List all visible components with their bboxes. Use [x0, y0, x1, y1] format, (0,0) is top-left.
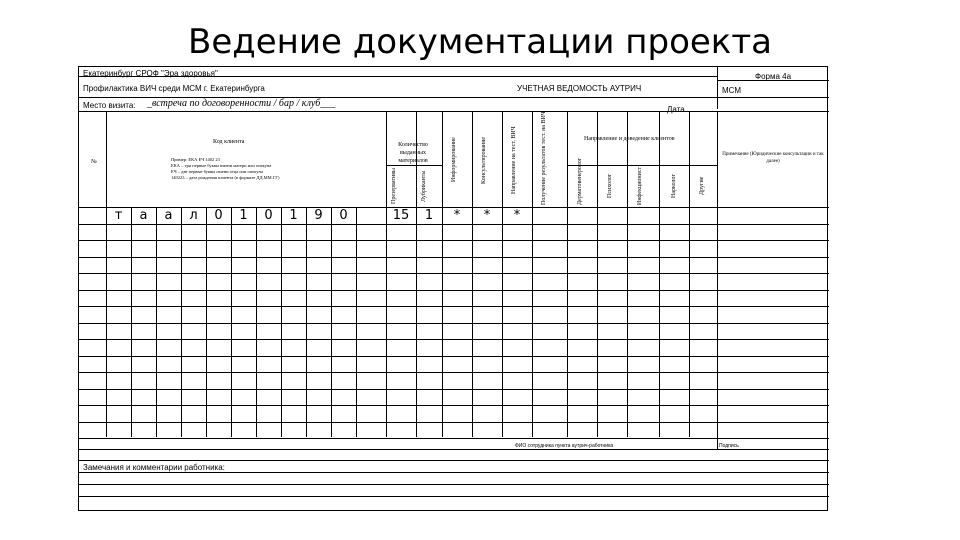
referrals-subline — [567, 165, 717, 166]
client-code-char: 1 — [239, 208, 248, 223]
client-code-char: а — [164, 208, 173, 223]
referrals-header: Направление и доведение клиентов — [584, 136, 675, 142]
header-divider — [717, 67, 718, 109]
code-column-line — [231, 207, 232, 437]
comments-label: Замечания и комментарии работника: — [83, 463, 225, 472]
derm-header: Дерматовенеролог — [577, 157, 583, 205]
row-line — [79, 273, 829, 274]
consulting-value: * — [483, 208, 491, 223]
page-title: Ведение документации проекта — [188, 22, 772, 62]
row-line — [79, 257, 829, 258]
row-line — [79, 224, 829, 225]
informing-value: * — [453, 208, 461, 223]
client-code-char: 0 — [214, 208, 223, 223]
row-line — [79, 372, 829, 373]
comment-line — [79, 472, 829, 473]
date-label: Дата — [667, 105, 685, 114]
lubricant-header: Лубриканты — [421, 170, 427, 202]
code-column-line — [206, 207, 207, 437]
sheet-title: УЧЕТНАЯ ВЕДОМОСТЬ АУТРИЧ — [517, 84, 642, 93]
header-line-1 — [79, 76, 717, 77]
comment-line — [79, 496, 829, 497]
code-column-line — [131, 207, 132, 437]
signature-label: Подпись — [719, 443, 739, 449]
header-line-form — [717, 80, 829, 81]
consulting-header: Консультирование — [481, 136, 487, 184]
client-code-char: л — [189, 208, 198, 223]
code-column-line — [181, 207, 182, 437]
narc-header: Нарколог — [671, 174, 677, 198]
row-line — [79, 389, 829, 390]
client-code-note-2: ЕКА – три первые буквы имени матери или опекуна — [171, 163, 272, 168]
row-line — [79, 306, 829, 307]
target-group: МСМ — [722, 86, 742, 95]
comment-line — [79, 484, 829, 485]
form-number: Форма 4а — [755, 72, 792, 81]
hiv-result-header: Получение результатов тест. на ВИЧ — [541, 111, 547, 205]
other-header: Другие — [699, 176, 705, 196]
client-code-char: а — [139, 208, 148, 223]
client-code-char: 9 — [314, 208, 323, 223]
psych-header: Психолог — [607, 173, 613, 199]
comment-line — [79, 460, 829, 461]
footer-line — [79, 449, 829, 450]
footer-divider — [717, 437, 718, 449]
row-line — [79, 290, 829, 291]
client-code-char: т — [114, 208, 123, 223]
client-code-header: Код клиента — [213, 139, 245, 145]
code-column-line — [281, 207, 282, 437]
notes-header: Примечание (Юридические консультации и так далее) — [722, 152, 824, 164]
row-line — [79, 356, 829, 357]
condoms-value: 15 — [392, 208, 410, 223]
num-header: № — [91, 159, 97, 165]
client-code-note-1: Пример: ЕКА ЕЧ 1402 23 — [171, 157, 220, 162]
code-column-line — [331, 207, 332, 437]
client-code-note-3: ЕЧ – две первые буквы имени отца или опекуна — [171, 169, 263, 174]
client-code-char: 1 — [289, 208, 298, 223]
client-code-char: 0 — [339, 208, 348, 223]
client-code-char: 0 — [264, 208, 273, 223]
code-column-line — [356, 207, 357, 437]
hiv-referral-value: * — [513, 208, 521, 223]
org-name: Екатеринбург СРОФ "Эра здоровья" — [83, 69, 218, 78]
materials-header: Количество выданных материалов — [398, 142, 428, 164]
condoms-header: Презервативы — [391, 167, 397, 205]
client-code-note-4: 140223 – дата рождения клиента (в формате ДД.ММ.ГГ) — [171, 175, 280, 180]
place-value: _встреча по договоренности / бар / клуб___ — [147, 98, 336, 109]
informing-header: Информирование — [451, 137, 457, 183]
lubricant-value: 1 — [424, 208, 434, 223]
code-column-line — [306, 207, 307, 437]
code-column-line — [156, 207, 157, 437]
row-line — [79, 405, 829, 406]
program-name: Профилактика ВИЧ среди МСМ г. Екатеринбурга — [83, 84, 265, 93]
place-label: Место визита: — [83, 101, 136, 110]
row-line — [79, 323, 829, 324]
row-line — [79, 240, 829, 241]
infect-header: Инфекционист — [637, 166, 643, 205]
hiv-referral-header: Направление на тест. ВИЧ — [511, 126, 517, 194]
row-line — [79, 422, 829, 423]
report-form — [78, 66, 828, 511]
materials-subline — [386, 165, 442, 166]
signature-caption: ФИО сотрудника пункта аутрич-работника — [515, 443, 614, 449]
code-column-line — [256, 207, 257, 437]
row-line — [79, 339, 829, 340]
